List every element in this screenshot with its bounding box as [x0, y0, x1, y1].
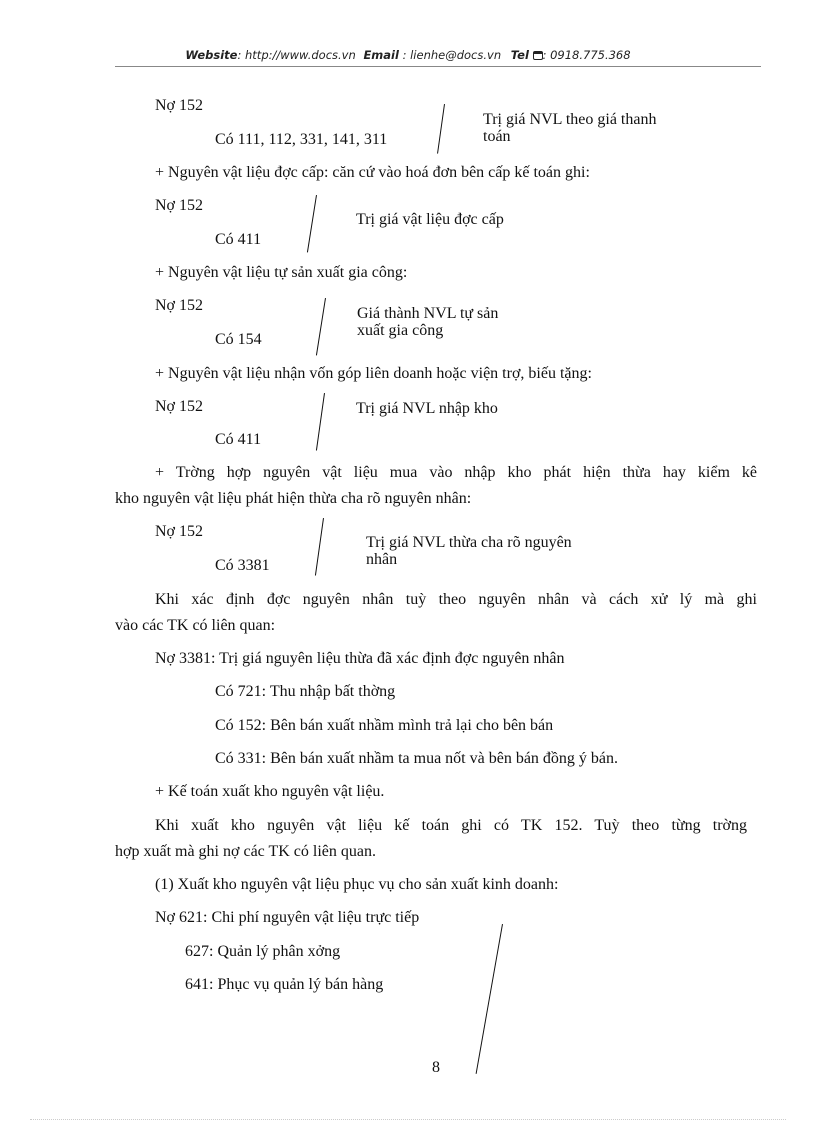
paragraph-4-line2: kho nguyên vật liệu phát hiện thừa cha rõ nguyên nhân:: [115, 490, 472, 507]
entry6-credit1: Có 721: Thu nhập bất thờng: [215, 683, 396, 700]
entry5-note-line2: nhân: [366, 551, 398, 568]
footer-rule: [30, 1119, 786, 1120]
paragraph-5-line1: Khi xác định đợc nguyên nhân tuỳ theo nguyên nhân và cách xử lý mà ghi: [155, 591, 757, 608]
entry6-debit: Nợ 3381: Trị giá nguyên liệu thừa đã xác định đợc nguyên nhân: [155, 650, 565, 667]
paragraph-4-line1: + Trờng hợp nguyên vật liệu mua vào nhập kho phát hiện thừa hay kiểm kê: [155, 464, 757, 481]
paragraph-3: + Nguyên vật liệu nhận vốn góp liên doanh hoặc viện trợ, biếu tặng:: [155, 365, 592, 382]
page-number: 8: [432, 1059, 440, 1076]
phone-icon: [533, 51, 543, 60]
entry3-divider: [316, 298, 326, 355]
entry5-divider: [315, 518, 324, 576]
entry2-note: Trị giá vật liệu đợc cấp: [356, 211, 504, 228]
paragraph-1: + Nguyên vật liệu đợc cấp: căn cứ vào hoá đơn bên cấp kế toán ghi:: [155, 164, 590, 181]
email-label: Email: [363, 48, 399, 62]
entry3-debit: Nợ 152: [155, 297, 204, 314]
entry6-credit3: Có 331: Bên bán xuất nhầm ta mua nốt và bên bán đồng ý bán.: [215, 750, 619, 767]
entry5-debit: Nợ 152: [155, 523, 204, 540]
entry3-note-line1: Giá thành NVL tự sản: [357, 305, 499, 322]
entry6-credit2: Có 152: Bên bán xuất nhầm mình trả lại cho bên bán: [215, 717, 554, 734]
entry4-debit: Nợ 152: [155, 398, 204, 415]
entry3-note-line2: xuất gia công: [357, 322, 444, 339]
paragraph-7-line1: Khi xuất kho nguyên vật liệu kế toán ghi có TK 152. Tuỳ theo từng trờng: [155, 817, 747, 834]
tel-label: Tel: [510, 48, 529, 62]
entry7-line2: 627: Quản lý phân xởng: [185, 943, 341, 960]
tel-value: : 0918.775.368: [542, 48, 631, 62]
entry1-note-line2: toán: [483, 128, 511, 145]
entry5-credit: Có 3381: [215, 557, 270, 574]
entry7-divider: [476, 924, 504, 1074]
entry2-divider: [307, 195, 317, 252]
email-value[interactable]: : lienhe@docs.vn: [402, 48, 502, 62]
header-rule: [115, 66, 761, 67]
entry1-divider: [437, 104, 445, 154]
entry1-debit: Nợ 152: [155, 97, 204, 114]
paragraph-2: + Nguyên vật liệu tự sản xuất gia công:: [155, 264, 408, 281]
entry7-line1: Nợ 621: Chi phí nguyên vật liệu trực tiếp: [155, 909, 420, 926]
entry2-debit: Nợ 152: [155, 197, 204, 214]
paragraph-8: (1) Xuất kho nguyên vật liệu phục vụ cho sản xuất kinh doanh:: [155, 876, 559, 893]
entry2-credit: Có 411: [215, 231, 262, 248]
page-header: [0, 48, 816, 62]
entry5-note-line1: Trị giá NVL thừa cha rõ nguyên: [366, 534, 572, 551]
entry1-credit: Có 111, 112, 331, 141, 311: [215, 131, 388, 148]
entry4-credit: Có 411: [215, 431, 262, 448]
paragraph-5-line2: vào các TK có liên quan:: [115, 617, 276, 634]
entry4-divider: [316, 393, 325, 451]
entry7-line3: 641: Phục vụ quản lý bán hàng: [185, 976, 384, 993]
entry3-credit: Có 154: [215, 331, 262, 348]
paragraph-7-line2: hợp xuất mà ghi nợ các TK có liên quan.: [115, 843, 376, 860]
paragraph-6: + Kế toán xuất kho nguyên vật liệu.: [155, 783, 385, 800]
entry4-note: Trị giá NVL nhập kho: [356, 400, 498, 417]
entry1-note-line1: Trị giá NVL theo giá thanh: [483, 111, 657, 128]
website-value[interactable]: : http://www.docs.vn: [237, 48, 356, 62]
website-label: Website: [185, 48, 238, 62]
